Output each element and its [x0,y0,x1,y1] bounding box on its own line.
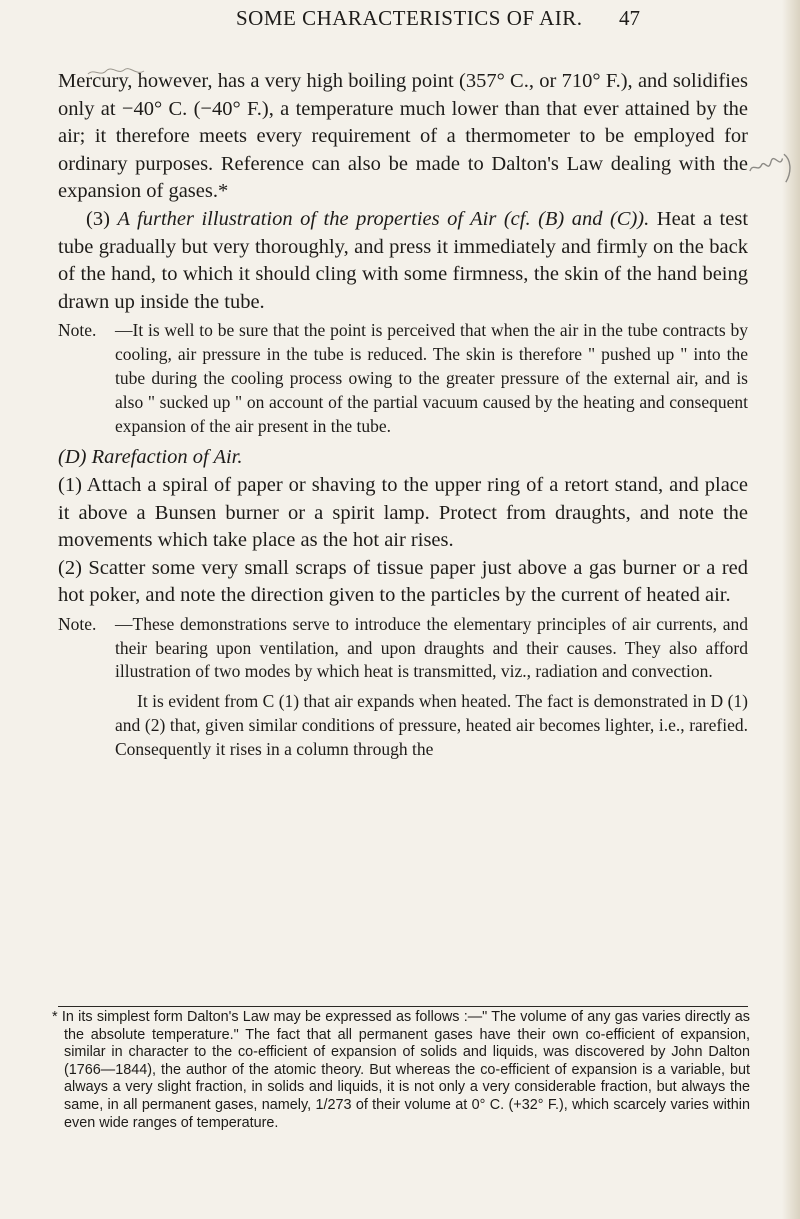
rarefaction-step-2: (2) Scatter some very small scraps of tissue paper just above a gas burner or a red hot poker, and note the direction given to the particles by the current of heated air. [58,556,748,607]
section-d-key: (D) [58,446,87,469]
note-text: —It is well to be sure that the point is perceived that when the air in the tube contracts by cooling, air pressure in the tube is reduced. The skin is therefore " pushed up " into the tube during the cooling process owing to the greater pressure of the external air, and is also " sucked up " on account of the partial vacuum caused by the heating and consequent expansion of the air present in the tube. [115,320,748,436]
handwritten-margin-note [745,145,799,195]
note-demonstrations [58,613,748,684]
page-number: 47 [619,6,640,30]
rarefaction-step-1: (1) Attach a spiral of paper or shaving to the upper ring of a retort stand, and place it above a Bunsen burner or a spirit lamp. Protect from draughts, and note the movements which take place as the hot air rises. [58,473,748,552]
note-label: Note. [58,320,97,341]
section-d-heading [58,444,748,472]
paragraph-further-illustration [58,206,748,316]
item-number-3: (3) [86,207,110,230]
note-air-contraction [58,319,748,438]
note-continuation [58,690,748,761]
note-text: —These demonstrations serve to introduce the elementary principles of air currents, and their bearing upon ventilation, and upon draughts and their causes. They also afford illustration of two modes by which heat is transmitted, viz., radiation and convection. [115,613,748,682]
further-illustration-heading: A further illustration of the properties of Air (cf. (B) and (C)). [117,207,650,230]
main-text [58,68,748,762]
footnote-divider [58,1006,748,1007]
note-label: Note. [58,613,97,634]
running-title: SOME CHARACTERISTICS OF AIR. [236,6,583,30]
further-illustration-text: Heat a test tube gradually but very thoroughly, and press it immediately and firmly on the back of the hand, to which it should cling with some firmness, the skin of the hand being drawn up inside the tube. [58,207,749,313]
paragraph-mercury: Mercury, however, has a very high boiling point (357° C., or 710° F.), and solidifies only at −40° C. (−40° F.), a temperature much lower than that ever attained by the air; it therefore meets every requirement of a thermometer to be employed for ordinary purposes. Reference can also be made to Dalton's Law dealing with the expansion of gases.* [58,70,748,203]
footnote-text: * In its simplest form Dalton's Law may be expressed as follows :—" The volume of any gas varies directly as the absolute temperature." The fact that all permanent gases have their own co-efficient of expansion, similar in character to the co-efficient of expansion of solids and liquids, was discovered by John Dalton (1766—1844), the author of the atomic theory. But whereas the co-efficient of expansion is a variable, but always a very slight fraction, in solids and liquids, it is not only a very considerable fraction, but always the same, in all permanent gases, namely, 1/273 of their volume at 0° C. (+32° F.), which scarcely varies within even wide ranges of temperature. [52,1009,750,1131]
section-d-title: Rarefaction of Air. [91,446,243,469]
note-continuation-text: It is evident from C (1) that air expands when heated. The fact is demonstrated in D (1) and (2) that, given similar conditions of pressure, heated air becomes lighter, i.e., rarefied. Consequently it rises in a column through the [115,691,748,759]
footnote-daltons-law [52,1009,750,1132]
